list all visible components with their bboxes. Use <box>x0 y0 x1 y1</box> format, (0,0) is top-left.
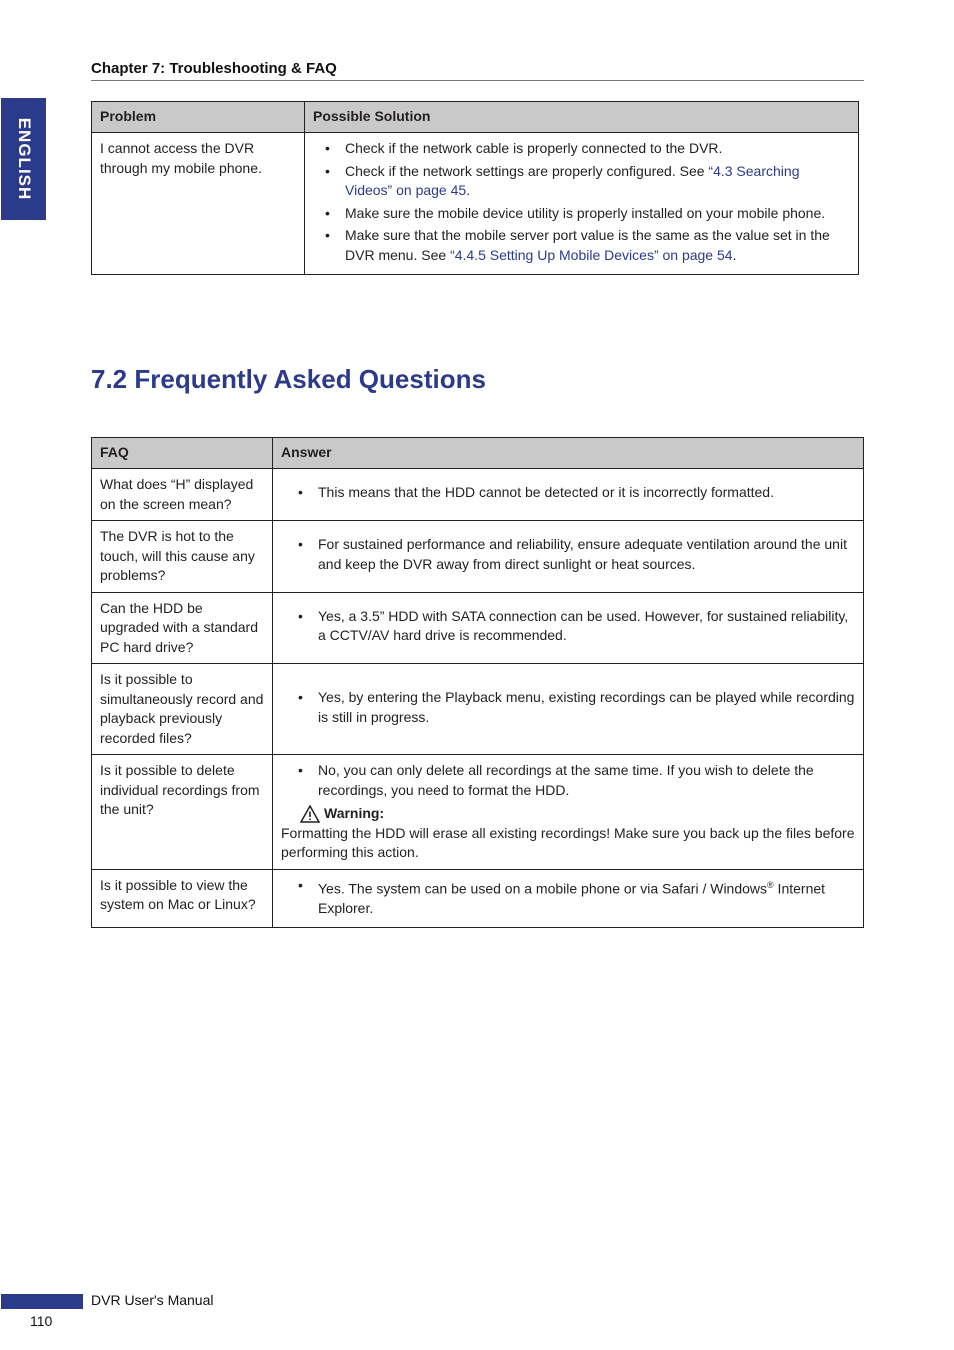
list-item: • This means that the HDD cannot be detected or it is incorrectly formatted. <box>292 483 855 503</box>
footer-bar <box>1 1294 83 1309</box>
footer-title: DVR User's Manual <box>91 1292 214 1308</box>
faq-answer <box>273 521 864 593</box>
warning-heading <box>300 804 855 824</box>
list-item: • Make sure the mobile device utility is properly installed on your mobile phone. <box>319 204 850 224</box>
solution-list <box>319 139 850 265</box>
link-searching-videos[interactable]: “4.3 Searching Videos” on page 45 <box>345 162 800 198</box>
list-item: • Make sure that the mobile server port value is the same as the value set in the DVR menu. See “4.4.5 Setting Up Mobile Devices” on page 54. <box>319 226 850 265</box>
faq-answer <box>273 755 864 870</box>
link-mobile-devices[interactable]: “4.4.5 Setting Up Mobile Devices” on page 54 <box>450 246 733 263</box>
table-row <box>92 133 859 275</box>
list-item: • Yes, a 3.5” HDD with SATA connection can be used. However, for sustained reliability, a CCTV/AV hard drive is recommended. <box>292 607 855 646</box>
faq-question: Is it possible to delete individual recordings from the unit? <box>92 755 273 870</box>
page-number: 110 <box>30 1313 53 1329</box>
list-item: • Yes. The system can be used on a mobile phone or via Safari / Windows® Internet Explorer. <box>292 876 855 919</box>
faq-answer <box>273 869 864 928</box>
column-header-problem: Problem <box>92 102 305 133</box>
troubleshooting-table <box>91 101 859 275</box>
column-header-faq: FAQ <box>92 438 273 469</box>
language-tab-label: ENGLISH <box>14 117 34 201</box>
faq-answer <box>273 664 864 755</box>
list-item: • No, you can only delete all recordings at the same time. If you wish to delete the recordings, you need to format the HDD. <box>292 761 855 800</box>
faq-answer <box>273 592 864 664</box>
warning-text: Formatting the HDD will erase all existing recordings! Make sure you back up the files before performing this action. <box>281 824 855 860</box>
list-item: • Check if the network settings are properly configured. See “4.3 Searching Videos” on page 45. <box>319 162 850 201</box>
list-item: • Check if the network cable is properly connected to the DVR. <box>319 139 850 159</box>
chapter-header: Chapter 7: Troubleshooting & FAQ <box>91 60 864 81</box>
faq-question: Can the HDD be upgraded with a standard PC hard drive? <box>92 592 273 664</box>
faq-row <box>92 469 864 521</box>
column-header-solution: Possible Solution <box>305 102 859 133</box>
list-item: • Yes, by entering the Playback menu, existing recordings can be played while recording is still in progress. <box>292 688 855 727</box>
faq-question: The DVR is hot to the touch, will this cause any problems? <box>92 521 273 593</box>
faq-question: Is it possible to view the system on Mac or Linux? <box>92 869 273 928</box>
problem-cell: I cannot access the DVR through my mobile phone. <box>92 133 305 275</box>
language-tab <box>1 98 46 220</box>
warning-triangle-icon <box>300 805 320 823</box>
column-header-answer: Answer <box>273 438 864 469</box>
warning-label: Warning: <box>324 805 385 821</box>
faq-row <box>92 592 864 664</box>
faq-question: Is it possible to simultaneously record and playback previously recorded files? <box>92 664 273 755</box>
list-item: • For sustained performance and reliability, ensure adequate ventilation around the unit and keep the DVR away from direct sunlight or heat sources. <box>292 535 855 574</box>
faq-row <box>92 664 864 755</box>
faq-row <box>92 755 864 870</box>
section-title: 7.2 Frequently Asked Questions <box>91 364 486 394</box>
faq-table <box>91 437 864 928</box>
faq-row <box>92 521 864 593</box>
faq-question: What does “H” displayed on the screen mean? <box>92 469 273 521</box>
faq-answer <box>273 469 864 521</box>
faq-row <box>92 869 864 928</box>
solution-cell <box>305 133 859 275</box>
